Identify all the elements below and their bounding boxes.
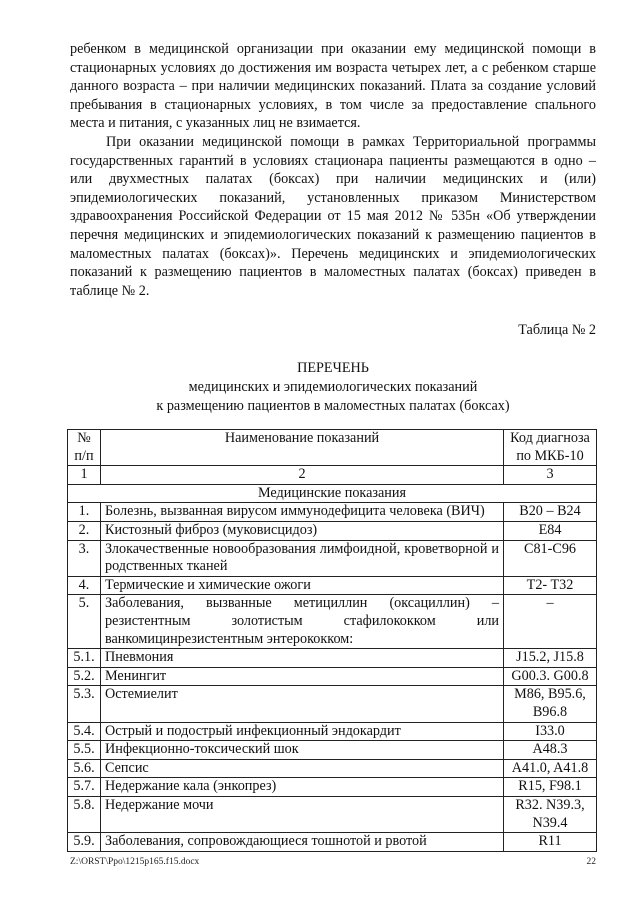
row-num: 5.3. [68,686,101,722]
row-num: 5.1. [68,649,101,668]
document-page [70,40,596,852]
table-row [68,576,597,595]
header-num: № п/п [68,430,101,466]
table-row [68,522,597,541]
row-num: 5. [68,595,101,649]
file-path: Z:\ORST\Ppo\1215p165.f15.docx [70,857,200,867]
row-code: R11 [504,833,597,852]
row-name: Пневмония [101,649,504,668]
row-num: 4. [68,576,101,595]
page-number: 22 [586,857,596,867]
header-name: Наименование показаний [101,430,504,466]
row-name: Менингит [101,667,504,686]
index-cell-2: 2 [101,466,504,485]
intro-paragraph-2: При оказании медицинской помощи в рамках Территориальной программы государственных гарантий в условиях стационара пациенты размещаются в одно – или двухместных палатах (боксах) при наличии медицинских и (или) эпидемиологических показаний, установленных приказом Министерством здравоохранения Российской Федерации от 15 мая 2012 № 535н «Об утверждении перечня медицинских и эпидемиологических показаний к размещению пациентов в маломестных палатах (боксах)». Перечень медицинских и эпидемиологических показаний к размещению пациентов в маломестных палатах (боксах) приведен в таблице № 2. [70,133,596,299]
row-num: 5.7. [68,778,101,797]
row-code: J15.2, J15.8 [504,649,597,668]
table-row [68,722,597,741]
list-title [70,359,596,415]
table-row [68,540,597,576]
row-name: Недержание кала (энкопрез) [101,778,504,797]
row-name: Заболевания, вызванные метициллин (оксациллин) – резистентным золотистым стафилококком или ванкомицинрезистентным энтерококком: [101,595,504,649]
table-row [68,833,597,852]
row-code: E84 [504,522,597,541]
row-name: Остемиелит [101,686,504,722]
row-num: 5.6. [68,759,101,778]
row-num: 3. [68,540,101,576]
table-header-row [68,430,597,466]
page-footer [70,857,596,867]
title-line-1: ПЕРЕЧЕНЬ [297,360,369,377]
section-row [68,484,597,503]
table-body [68,503,597,851]
title-line-3: к размещению пациентов в маломестных палатах (боксах) [156,397,510,414]
table-row [68,796,597,832]
row-code: T2- T32 [504,576,597,595]
row-code: G00.3. G00.8 [504,667,597,686]
table-row [68,595,597,649]
row-name: Кистозный фиброз (муковисцидоз) [101,522,504,541]
row-name: Недержание мочи [101,796,504,832]
intro-paragraph-1: ребенком в медицинской организации при оказании ему медицинской помощи в стационарных условиях до достижения им возраста четырех лет, а с ребенком старше данного возраста – при наличии медицинских показаний. Плата за создание условий пребывания в стационарных условиях, в том числе за предоставление спального места и питания, с указанных лиц не взимается. [70,41,596,132]
row-code: C81-C96 [504,540,597,576]
table-row [68,759,597,778]
row-num: 5.4. [68,722,101,741]
row-num: 5.2. [68,667,101,686]
row-num: 5.8. [68,796,101,832]
table-row [68,503,597,522]
section-title: Медицинские показания [68,484,597,503]
row-code: A48.3 [504,741,597,760]
title-line-2: медицинских и эпидемиологических показаний [188,378,478,395]
table-row [68,686,597,722]
row-name: Заболевания, сопровождающиеся тошнотой и рвотой [101,833,504,852]
row-code: – [504,595,597,649]
row-num: 5.9. [68,833,101,852]
row-name: Термические и химические ожоги [101,576,504,595]
row-num: 1. [68,503,101,522]
table-row [68,649,597,668]
index-cell-3: 3 [504,466,597,485]
row-num: 5.5. [68,741,101,760]
row-name: Острый и подострый инфекционный эндокардит [101,722,504,741]
row-name: Инфекционно-токсический шок [101,741,504,760]
row-num: 2. [68,522,101,541]
row-name: Сепсис [101,759,504,778]
row-code: M86, B95.6, B96.8 [504,686,597,722]
row-code: I33.0 [504,722,597,741]
index-cell-1: 1 [68,466,101,485]
table-row [68,778,597,797]
row-code: A41.0, A41.8 [504,759,597,778]
row-code: R32. N39.3, N39.4 [504,796,597,832]
row-name: Болезнь, вызванная вирусом иммунодефицита человека (ВИЧ) [101,503,504,522]
table-row [68,667,597,686]
row-code: B20 – B24 [504,503,597,522]
row-name: Злокачественные новообразования лимфоидной, кроветворной и родственных тканей [101,540,504,576]
table-reference: Таблица № 2 [518,322,596,339]
table-row [68,741,597,760]
table-index-row [68,466,597,485]
header-code: Код диагноза по МКБ-10 [504,430,597,466]
row-code: R15, F98.1 [504,778,597,797]
indications-table [67,429,597,852]
